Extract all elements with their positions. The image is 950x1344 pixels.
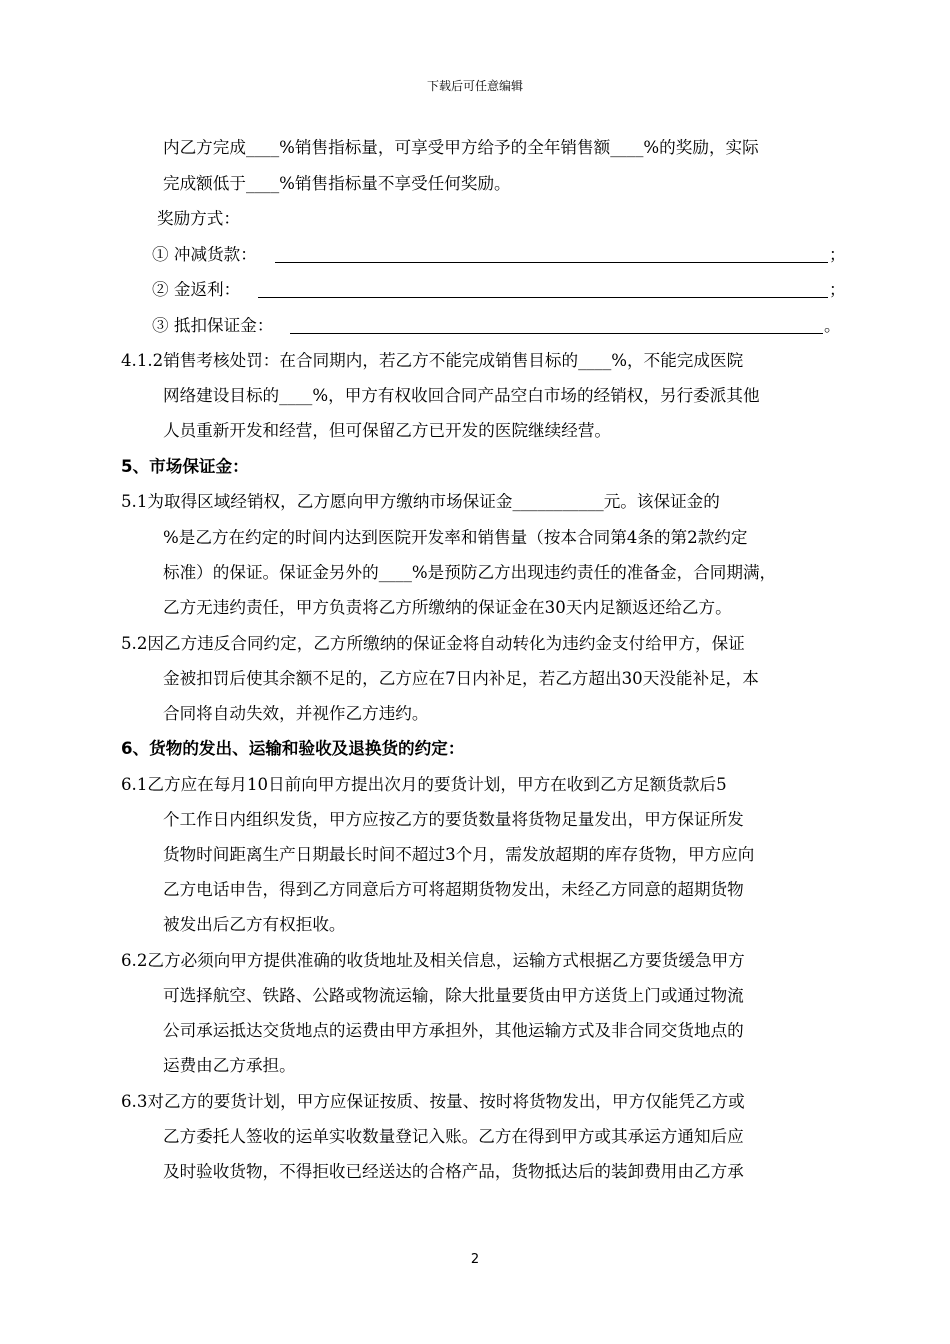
text-line: 网络建设目标的____%，甲方有权收回合同产品空白市场的经销权，另行委派其他 bbox=[163, 386, 760, 405]
text-line: ① 冲减货款： bbox=[152, 245, 257, 264]
text-line: 完成额低于____%销售指标量不享受任何奖励。 bbox=[163, 174, 511, 193]
page-number: 2 bbox=[470, 1252, 480, 1267]
text-line: 及时验收货物，不得拒收已经送达的合格产品，货物抵达后的装卸费用由乙方承 bbox=[163, 1162, 744, 1181]
text-line: ； bbox=[829, 245, 846, 264]
text-line: 乙方无违约责任，甲方负责将乙方所缴纳的保证金在30天内足额返还给乙方。 bbox=[163, 598, 732, 617]
text-line: 6.2乙方必须向甲方提供准确的收货地址及相关信息，运输方式根据乙方要货缓急甲方 bbox=[121, 951, 745, 970]
page-header: 下载后可任意编辑 bbox=[426, 79, 523, 93]
text-line: 乙方电话申告，得到乙方同意后方可将超期货物发出，未经乙方同意的超期货物 bbox=[163, 880, 744, 899]
text-line: 乙方委托人签收的运单实收数量登记入账。乙方在得到甲方或其承运方通知后应 bbox=[163, 1127, 744, 1146]
text-line: 被发出后乙方有权拒收。 bbox=[163, 915, 346, 934]
blank-underline bbox=[275, 262, 828, 263]
text-line: 4.1.2销售考核处罚：在合同期内，若乙方不能完成销售目标的____%，不能完成医院 bbox=[121, 351, 744, 370]
text-line: 货物时间距离生产日期最长时间不超过3个月，需发放超期的库存货物，甲方应向 bbox=[163, 845, 755, 864]
text-line: 公司承运抵达交货地点的运费由甲方承担外，其他运输方式及非合同交货地点的 bbox=[163, 1021, 744, 1040]
text-line: 奖励方式： bbox=[157, 209, 240, 228]
text-line: 内乙方完成____%销售指标量，可享受甲方给予的全年销售额____%的奖励，实际 bbox=[163, 138, 759, 157]
text-line: 6.3对乙方的要货计划，甲方应保证按质、按量、按时将货物发出，甲方仅能凭乙方或 bbox=[121, 1092, 745, 1111]
blank-underline bbox=[258, 297, 828, 298]
text-line: ； bbox=[829, 280, 846, 299]
text-line: 可选择航空、铁路、公路或物流运输，除大批量要货由甲方送货上门或通过物流 bbox=[163, 986, 744, 1005]
text-line: 6.1乙方应在每月10日前向甲方提出次月的要货计划，甲方在收到乙方足额货款后5 bbox=[121, 775, 727, 794]
text-line: 标准）的保证。保证金另外的____%是预防乙方出现违约责任的准备金，合同期满， bbox=[163, 563, 777, 582]
text-line: 运费由乙方承担。 bbox=[163, 1056, 296, 1075]
text-line: ② 金返利： bbox=[152, 280, 241, 299]
section-heading: 5、市场保证金： bbox=[121, 457, 249, 476]
text-line: 5.2因乙方违反合同约定，乙方所缴纳的保证金将自动转化为违约金支付给甲方，保证 bbox=[121, 634, 745, 653]
text-line: 。 bbox=[824, 316, 841, 335]
text-line: 合同将自动失效，并视作乙方违约。 bbox=[163, 704, 429, 723]
text-line: ③ 抵扣保证金： bbox=[152, 316, 274, 335]
blank-underline bbox=[290, 333, 823, 334]
text-line: %是乙方在约定的时间内达到医院开发率和销售量（按本合同第4条的第2款约定 bbox=[163, 528, 748, 547]
text-line: 个工作日内组织发货，甲方应按乙方的要货数量将货物足量发出，甲方保证所发 bbox=[163, 810, 744, 829]
text-line: 人员重新开发和经营，但可保留乙方已开发的医院继续经营。 bbox=[163, 421, 612, 440]
text-line: 5.1为取得区域经销权，乙方愿向甲方缴纳市场保证金___________元。该保证金的 bbox=[121, 492, 720, 511]
text-line: 金被扣罚后使其余额不足的，乙方应在7日内补足，若乙方超出30天没能补足，本 bbox=[163, 669, 759, 688]
section-heading: 6、货物的发出、运输和验收及退换货的约定： bbox=[121, 739, 465, 758]
